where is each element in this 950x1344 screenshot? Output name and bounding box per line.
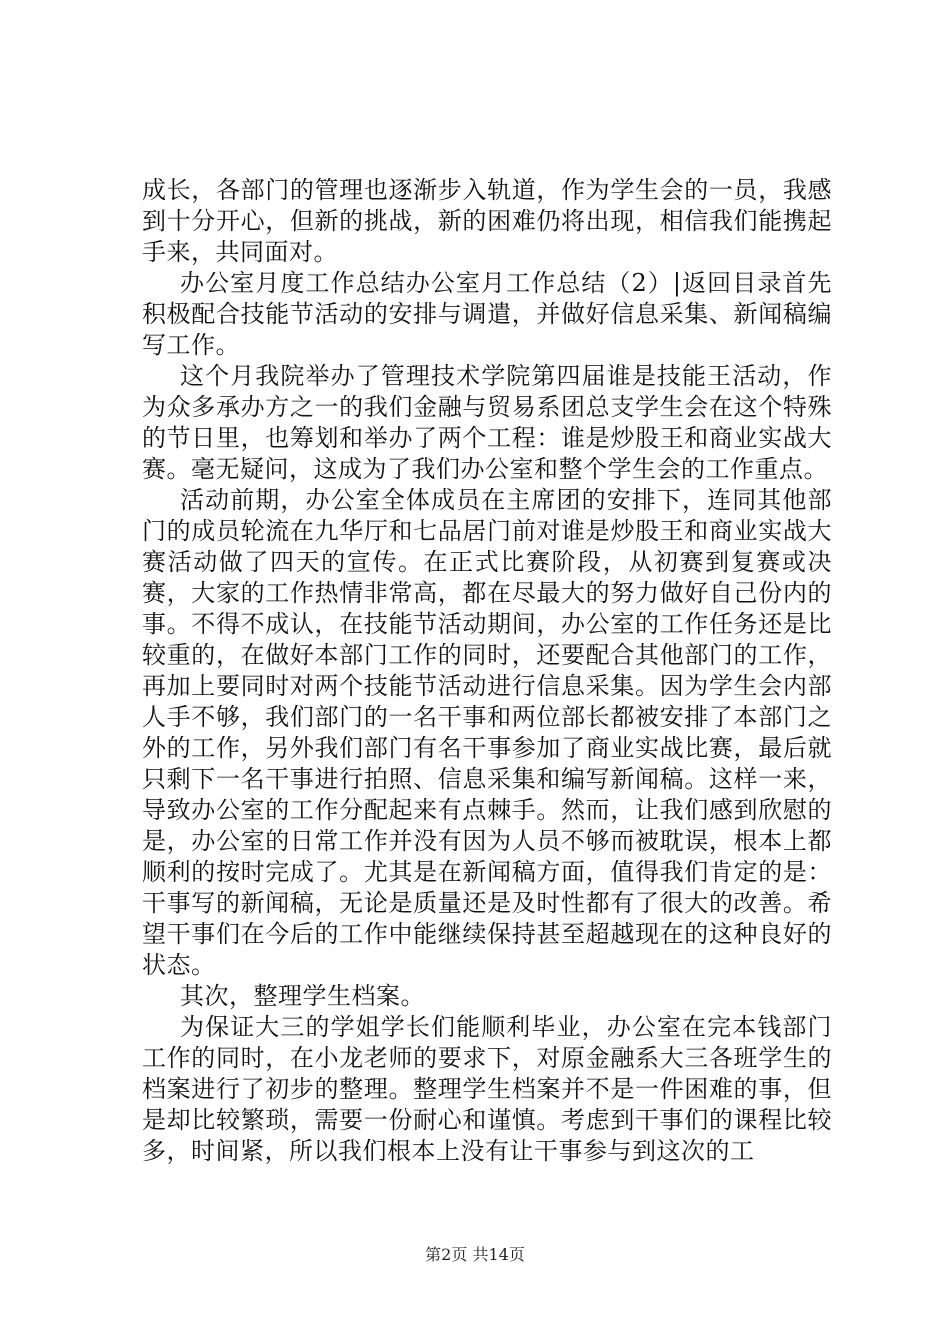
paragraph-office-summary-heading: 办公室月度工作总结办公室月工作总结（2）|返回目录首先积极配合技能节活动的安排与调遣，并做好信息采集、新闻稿编写工作。 [142,269,832,359]
page-number: 第2页 [425,1245,468,1264]
paragraph-event-preparation: 活动前期，办公室全体成员在主席团的安排下，连同其他部门的成员轮流在九华厅和七品居门前对谁是炒股王和商业实战大赛活动做了四天的宣传。在正式比赛阶段，从初赛到复赛或决赛，大家的工作热情非常高，都在尽最大的努力做好自己份内的事。不得不成认，在技能节活动期间，办公室的工作任务还是比较重的，在做好本部门工作的同时，还要配合其他部门的工作，再加上要同时对两个技能节活动进行信息采集。因为学生会内部人手不够，我们部门的一名干事和两位部长都被安排了本部门之外的工作，另外我们部门有名干事参加了商业实战比赛，最后就只剩下一名干事进行拍照、信息采集和编写新闻稿。这样一来，导致办公室的工作分配起来有点棘手。然而，让我们感到欣慰的是，办公室的日常工作并没有因为人员不够而被耽误，根本上都顺利的按时完成了。尤其是在新闻稿方面，值得我们肯定的是：干事写的新闻稿，无论是质量还是及时性都有了很大的改善。希望干事们在今后的工作中能继续保持甚至超越现在的这种良好的状态。 [142,486,832,979]
paragraph-archives-detail: 为保证大三的学姐学长们能顺利毕业，办公室在完本钱部门工作的同时，在小龙老师的要求下，对原金融系大三各班学生的档案进行了初步的整理。整理学生档案并不是一件困难的事，但是却比较繁琐，需要一份耐心和谨慎。考虑到干事们的课程比较多，时间紧，所以我们根本上没有让干事参与到这次的工 [142,1013,832,1165]
page-footer [0,1244,950,1266]
document-body [142,175,832,1167]
paragraph-skills-festival: 这个月我院举办了管理技术学院第四届谁是技能王活动，作为众多承办方之一的我们金融与贸易系团总支学生会在这个特殊的节日里，也筹划和举办了两个工程：谁是炒股王和商业实战大赛。毫无疑问，这成为了我们办公室和整个学生会的工作重点。 [142,362,832,483]
paragraph-continuation: 成长，各部门的管理也逐渐步入轨道，作为学生会的一员，我感到十分开心，但新的挑战，新的困难仍将出现，相信我们能携起手来，共同面对。 [142,176,832,266]
paragraph-archives-heading: 其次，整理学生档案。 [180,982,425,1010]
page-total: 共14页 [472,1245,525,1264]
